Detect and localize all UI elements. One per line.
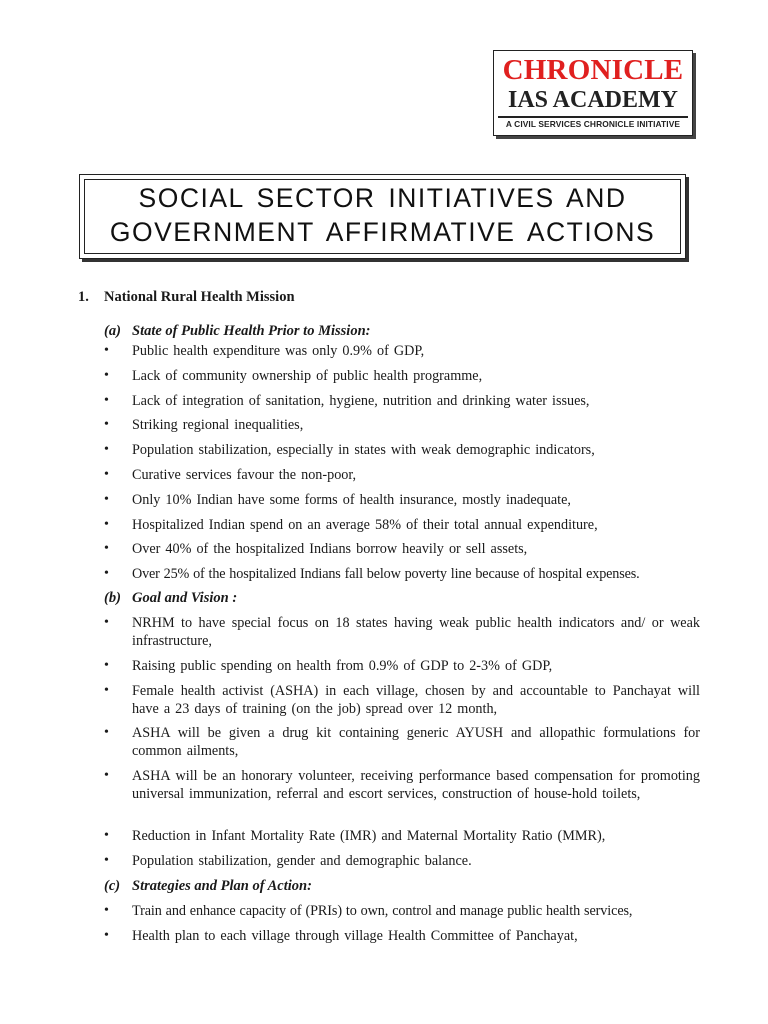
bullet-icon: • (104, 343, 109, 358)
list-item: • Health plan to each village through village Health Committee of Panchayat, (104, 928, 578, 944)
bullet-icon: • (104, 615, 109, 630)
bullet-icon: • (104, 442, 109, 457)
bullet-icon: • (104, 658, 109, 673)
list-item: • NRHM to have special focus on 18 states having weak public health indicators and/ or weak infrastructure, (104, 615, 700, 649)
bullet-icon: • (104, 492, 109, 507)
bullet-icon: • (104, 467, 109, 482)
section-heading (78, 288, 295, 306)
subsection-heading-b (104, 589, 237, 607)
list-item: • Striking regional inequalities, (104, 417, 304, 433)
bullet-icon: • (104, 768, 109, 783)
bullet-icon: • (104, 517, 109, 532)
subsection-letter: (b) (104, 590, 121, 606)
list-item: • Public health expenditure was only 0.9% of GDP, (104, 343, 425, 359)
list-item: • Only 10% Indian have some forms of health insurance, mostly inadequate, (104, 492, 571, 508)
bullet-icon: • (104, 566, 109, 581)
list-item: • ASHA will be given a drug kit containing generic AYUSH and allopathic formulations for common ailments, (104, 725, 700, 759)
section-title: National Rural Health Mission (104, 289, 295, 305)
subsection-heading-c (104, 877, 312, 895)
logo (493, 50, 693, 136)
list-item: • Lack of integration of sanitation, hygiene, nutrition and drinking water issues, (104, 393, 590, 409)
list-item: • Population stabilization, gender and demographic balance. (104, 853, 472, 869)
subsection-letter: (a) (104, 323, 121, 339)
list-item: • Hospitalized Indian spend on an average 58% of their total annual expenditure, (104, 517, 598, 533)
subsection-title: Goal and Vision : (132, 590, 238, 606)
logo-tagline: A CIVIL SERVICES CHRONICLE INITIATIVE (505, 119, 681, 129)
list-item: • Curative services favour the non-poor, (104, 467, 357, 483)
subsection-letter: (c) (104, 878, 121, 894)
bullet-icon: • (104, 928, 109, 943)
bullet-icon: • (104, 393, 109, 408)
bullet-icon: • (104, 853, 109, 868)
list-item: • Raising public spending on health from 0.9% of GDP to 2-3% of GDP, (104, 658, 553, 674)
page-title-line-1: SOCIAL SECTOR INITIATIVES AND (138, 183, 627, 213)
page-title-box (79, 174, 686, 259)
bullet-icon: • (104, 417, 109, 432)
list-item: • Train and enhance capacity of (PRIs) to own, control and manage public health services, (104, 903, 633, 919)
list-item: • ASHA will be an honorary volunteer, receiving performance based compensation for promoting universal immunization, referral and escort services, construction of house-hold toilets, (104, 768, 700, 802)
list-item: • Lack of community ownership of public health programme, (104, 368, 483, 384)
bullet-icon: • (104, 903, 109, 918)
subsection-title: State of Public Health Prior to Mission: (132, 323, 371, 339)
list-item: • Population stabilization, especially in states with weak demographic indicators, (104, 442, 595, 458)
logo-subtitle: IAS ACADEMY (507, 87, 678, 113)
list-item: • Female health activist (ASHA) in each village, chosen by and accountable to Panchayat will have a 23 days of training (on the job) spread over 12 month, (104, 683, 700, 717)
bullet-icon: • (104, 541, 109, 556)
list-item: • Over 25% of the hospitalized Indians fall below poverty line because of hospital expenses. (104, 566, 640, 582)
page-title-line-2: GOVERNMENT AFFIRMATIVE ACTIONS (109, 217, 656, 247)
list-item: • Reduction in Infant Mortality Rate (IMR) and Maternal Mortality Ratio (MMR), (104, 828, 606, 844)
bullet-icon: • (104, 828, 109, 843)
bullet-icon: • (104, 683, 109, 698)
bullet-icon: • (104, 725, 109, 740)
section-number: 1. (78, 289, 89, 305)
bullet-icon: • (104, 368, 109, 383)
list-item: • Over 40% of the hospitalized Indians borrow heavily or sell assets, (104, 541, 528, 557)
subsection-heading-a (104, 322, 370, 340)
logo-title: CHRONICLE (502, 54, 684, 86)
subsection-title: Strategies and Plan of Action: (132, 878, 312, 894)
